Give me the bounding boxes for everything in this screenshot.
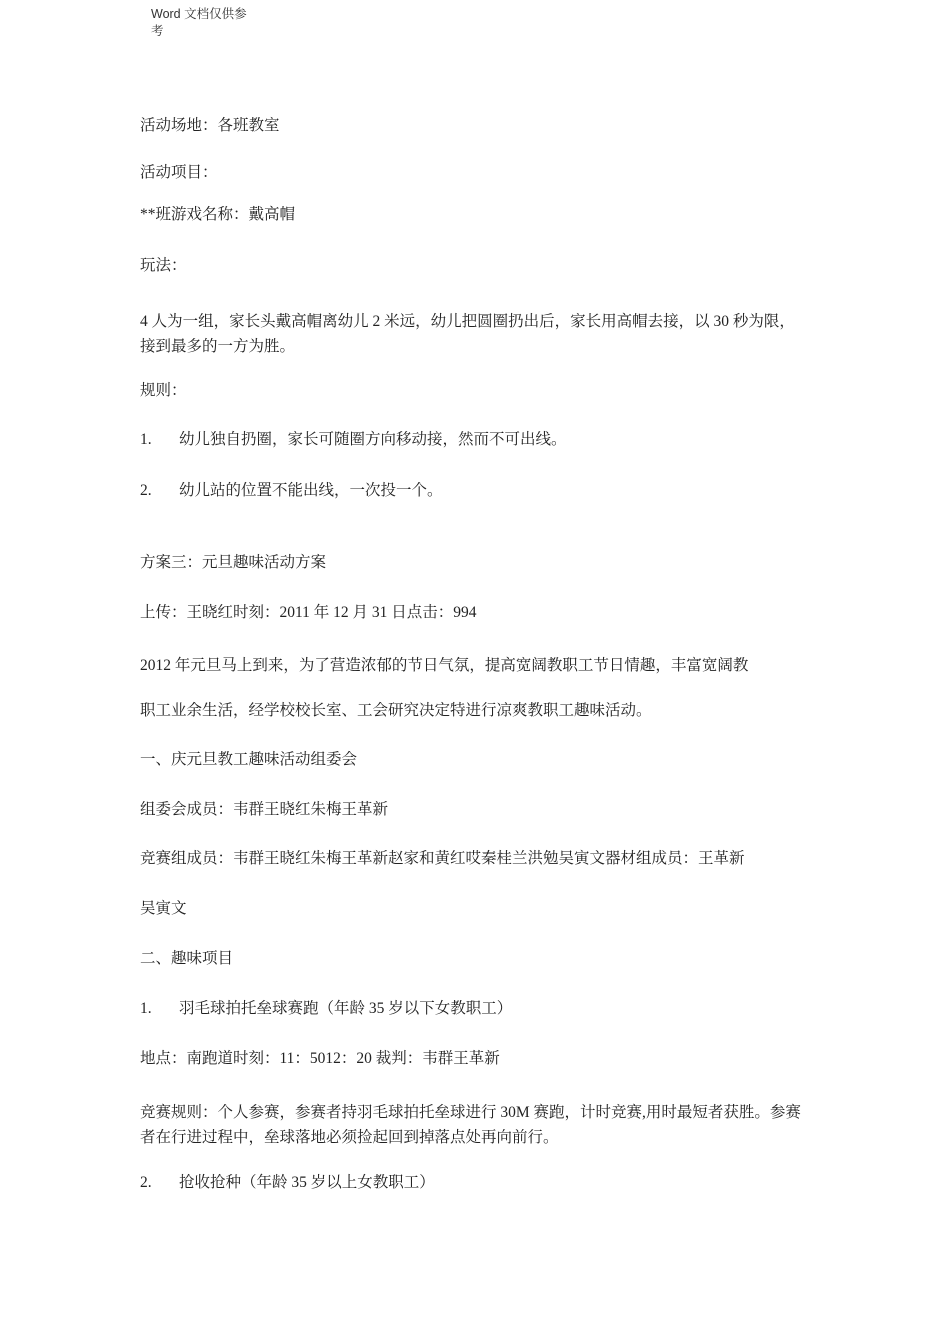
list-number: 1. (140, 431, 152, 448)
paragraph-intro-line-1: 2012 年元旦马上到来，为了营造浓郁的节日气氛，提高宽阔教职工节日情趣，丰富宽阔教 (140, 657, 749, 674)
paragraph-game-name: **班游戏名称：戴高帽 (140, 206, 296, 223)
list-number: 2. (140, 482, 152, 499)
paragraph-how-to-play-label: 玩法： (140, 257, 187, 274)
list-item-text: 抢收抢种（年龄 35 岁以上女教职工） (179, 1174, 435, 1191)
fun-item-1 (140, 996, 810, 1021)
paragraph-competition-rules: 竞赛规则：个人参赛，参赛者持羽毛球拍托垒球进行 30M 赛跑，计时竞赛,用时最短者获胜。参赛者在行进过程中，垒球落地必须捡起回到掉落点处再向前行。 (140, 1104, 801, 1146)
paragraph-items-label: 活动项目： (140, 164, 218, 181)
watermark-line-2: 考 (151, 24, 164, 38)
rule-item-2 (140, 478, 810, 503)
paragraph-how-to-play: 4 人为一组，家长头戴高帽离幼儿 2 米远，幼儿把圆圈扔出后，家长用高帽去接，以 30 秒为限，接到最多的一方为胜。 (140, 313, 795, 355)
watermark-line-1: Word 文档仅供参 (151, 7, 247, 21)
paragraph-location-time: 地点：南跑道时刻：11：5012：20 裁判：韦群王革新 (140, 1050, 500, 1067)
paragraph-competition-members-cont: 吴寅文 (140, 900, 187, 917)
page-header-watermark (151, 6, 271, 40)
list-item-text: 幼儿独自扔圈，家长可随圈方向移动接，然而不可出线。 (179, 431, 567, 448)
fun-item-2 (140, 1170, 810, 1195)
list-number: 1. (140, 1000, 152, 1017)
section-heading-fun-items: 二、趣味项目 (140, 950, 234, 967)
paragraph-upload-info: 上传：王晓红时刻：2011 年 12 月 31 日点击：994 (140, 604, 477, 621)
section-heading-committee: 一、庆元旦教工趣味活动组委会 (140, 751, 358, 768)
list-item-text: 幼儿站的位置不能出线，一次投一个。 (179, 482, 443, 499)
paragraph-rules-label: 规则： (140, 382, 187, 399)
rule-item-1 (140, 427, 810, 452)
paragraph-competition-members: 竞赛组成员：韦群王晓红朱梅王革新赵家和黄红哎秦桂兰洪勉吴寅文器材组成员：王革新 (140, 850, 745, 867)
list-item-text: 羽毛球拍托垒球赛跑（年龄 35 岁以下女教职工） (179, 1000, 513, 1017)
paragraph-committee-members: 组委会成员：韦群王晓红朱梅王革新 (140, 801, 389, 818)
section-heading-plan-three: 方案三：元旦趣味活动方案 (140, 554, 327, 571)
paragraph-venue: 活动场地：各班教室 (140, 117, 280, 134)
paragraph-intro-line-2: 职工业余生活，经学校校长室、工会研究决定特进行凉爽教职工趣味活动。 (140, 702, 652, 719)
list-number: 2. (140, 1174, 152, 1191)
